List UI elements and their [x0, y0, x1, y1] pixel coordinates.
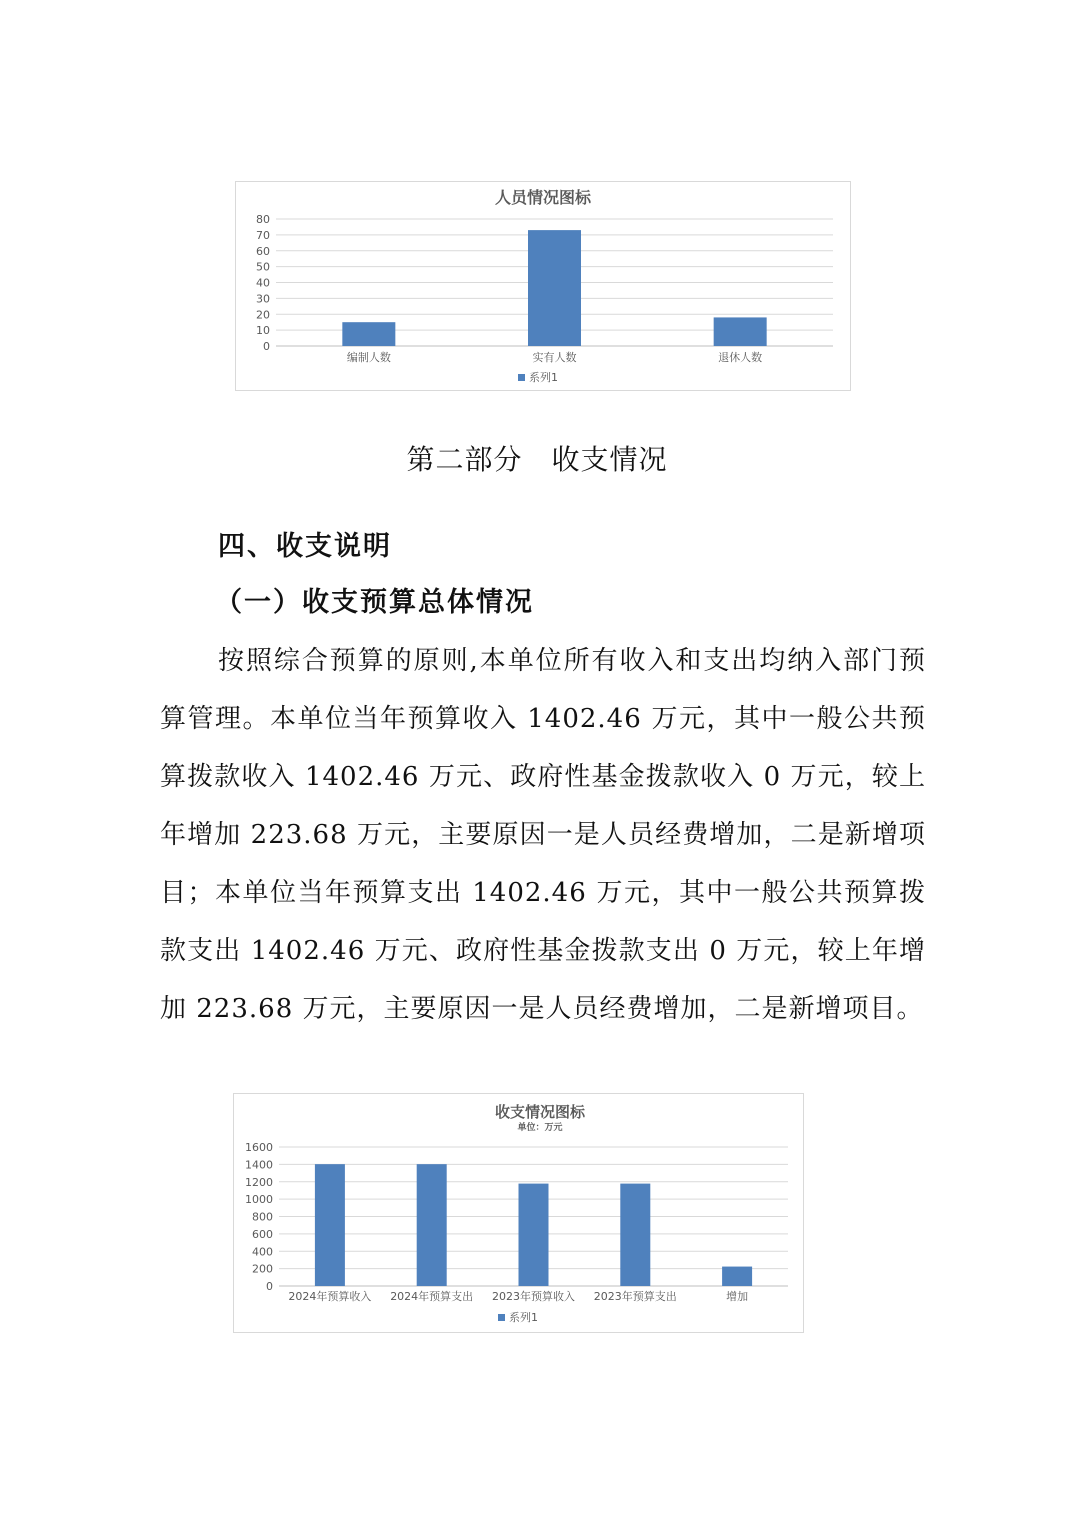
budget-chart-svg: [234, 1094, 803, 1332]
y-tick-label: 0: [263, 340, 270, 353]
bar: [620, 1184, 650, 1286]
legend-swatch: [518, 374, 525, 381]
y-tick-label: 1600: [245, 1141, 273, 1154]
section-title: 第二部分 收支情况: [406, 443, 668, 476]
staff-chart-svg: [236, 182, 850, 390]
y-tick-label: 40: [256, 276, 270, 290]
y-tick-label: 80: [256, 213, 270, 226]
heading-income-expense: 四、收支说明: [218, 531, 392, 562]
bar: [417, 1164, 447, 1286]
y-tick-label: 20: [256, 308, 270, 322]
legend-label: 系列1: [529, 371, 558, 384]
chart-title: 人员情况图标: [494, 188, 592, 207]
staff-chart: [235, 181, 851, 391]
y-tick-label: 50: [256, 260, 270, 274]
bar: [315, 1164, 345, 1286]
x-tick-label: 2024年预算收入: [288, 1290, 372, 1303]
x-tick-label: 2023年预算收入: [492, 1290, 575, 1303]
x-tick-label: 2024年预算支出: [390, 1290, 474, 1303]
y-tick-label: 0: [266, 1280, 273, 1293]
x-tick-label: 2023年预算支出: [593, 1290, 677, 1303]
y-tick-label: 1200: [245, 1175, 273, 1189]
y-tick-label: 60: [256, 244, 270, 258]
bar: [342, 322, 395, 346]
chart-title: 收支情况图标: [494, 1103, 586, 1121]
y-tick-label: 400: [252, 1245, 273, 1259]
y-tick-label: 70: [256, 228, 270, 242]
budget-paragraph: 按照综合预算的原则,本单位所有收入和支出均纳入部门预算管理。本单位当年预算收入 1402.46 万元，其中一般公共预算拨款收入 1402.46 万元、政府性基金拨款收入 0 万元，较上年增加 223.68 万元，主要原因一是人员经费增加，二是新增项目；本单位当年预算支出 1402.46 万元，其中一般公共预算拨款支出 1402.46 万元、政府性基金拨款支出 0 万元，较上年增加 223.68 万元，主要原因一是人员经费增加，二是新增项目。: [160, 646, 926, 1024]
y-tick-label: 800: [252, 1210, 273, 1224]
x-tick-label: 退休人数: [718, 351, 763, 364]
bar: [519, 1184, 549, 1286]
y-tick-label: 1400: [245, 1158, 273, 1172]
x-tick-label: 编制人数: [346, 351, 391, 364]
x-tick-label: 实有人数: [532, 351, 577, 364]
legend-label: 系列1: [509, 1311, 538, 1324]
y-tick-label: 600: [252, 1227, 273, 1241]
y-tick-label: 10: [256, 324, 270, 338]
x-tick-label: 增加: [726, 1290, 749, 1303]
bar: [722, 1267, 752, 1286]
chart-subtitle: 单位：万元: [517, 1123, 563, 1133]
heading-budget-overview: （一）收支预算总体情况: [215, 587, 534, 618]
y-tick-label: 200: [252, 1262, 273, 1276]
y-tick-label: 1000: [245, 1193, 273, 1207]
bar: [528, 230, 581, 346]
y-tick-label: 30: [256, 292, 270, 306]
legend-swatch: [498, 1314, 505, 1321]
budget-chart: [233, 1093, 804, 1333]
bar: [714, 317, 767, 346]
